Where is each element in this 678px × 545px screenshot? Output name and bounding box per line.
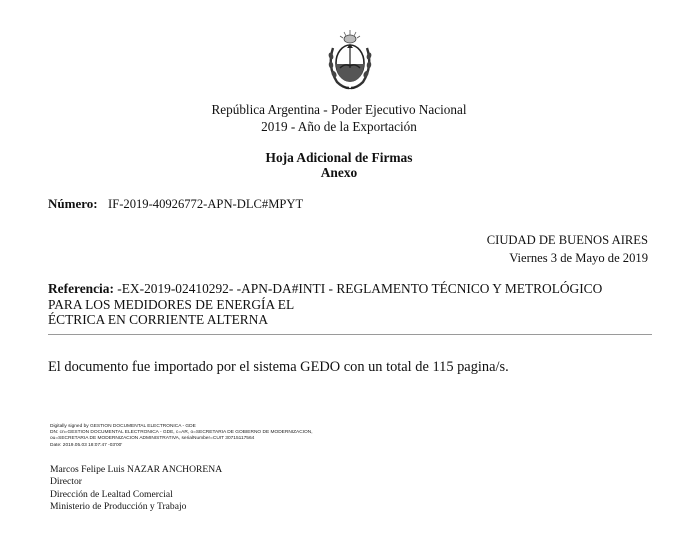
referencia [48, 281, 648, 328]
digital-signature-line-2: DN: cn=GESTION DOCUMENTAL ELECTRONICA - GDE, c=AR, o=SECRETARIA DE GOBIERNO DE MODERNIZACION, [50, 430, 313, 436]
numero-value: IF-2019-40926772-APN-DLC#MPYT [108, 197, 304, 211]
digital-signature-line-3: ou=SECRETARIA DE MODERNIZACION ADMINISTRATIVA, serialNumber=CUIT 30715117564 [50, 436, 255, 442]
signer-role: Director [50, 476, 82, 488]
referencia-line-2: PARA LOS MEDIDORES DE ENERGÍA EL [48, 296, 295, 312]
date: Viernes 3 de Mayo de 2019 [509, 251, 648, 265]
numero-label: Número: [48, 196, 98, 211]
signer-ministry: Ministerio de Producción y Trabajo [50, 501, 187, 513]
referencia-label: Referencia: [48, 281, 114, 296]
header-line-2: 2019 - Año de la Exportación [261, 119, 417, 134]
document-title: Hoja Adicional de Firmas [265, 150, 413, 165]
referencia-line-1: -EX-2019-02410292- -APN-DA#INTI - REGLAMENTO TÉCNICO Y METROLÓGICO [117, 281, 603, 296]
header-line-1: República Argentina - Poder Ejecutivo Nacional [211, 102, 467, 117]
signer-name: Marcos Felipe Luis NAZAR ANCHORENA [50, 464, 223, 475]
city: CIUDAD DE BUENOS AIRES [486, 233, 648, 247]
digital-signature-line-4: Date: 2019.05.03 18:07:47 -03'00' [50, 442, 123, 448]
digital-signature-line-1: Digitally signed by GESTION DOCUMENTAL ELECTRONICA - GDE [50, 424, 196, 429]
referencia-line-3: ÉCTRICA EN CORRIENTE ALTERNA [48, 312, 269, 327]
body-text: El documento fue importado por el sistema GEDO con un total de 115 pagina/s. [48, 359, 509, 375]
digital-signature-block [50, 424, 313, 449]
signer-office: Dirección de Lealtad Comercial [50, 488, 173, 500]
signer-block [50, 464, 222, 514]
document-subtitle: Anexo [320, 165, 358, 180]
divider [48, 334, 652, 335]
coat-of-arms-icon [323, 28, 377, 92]
